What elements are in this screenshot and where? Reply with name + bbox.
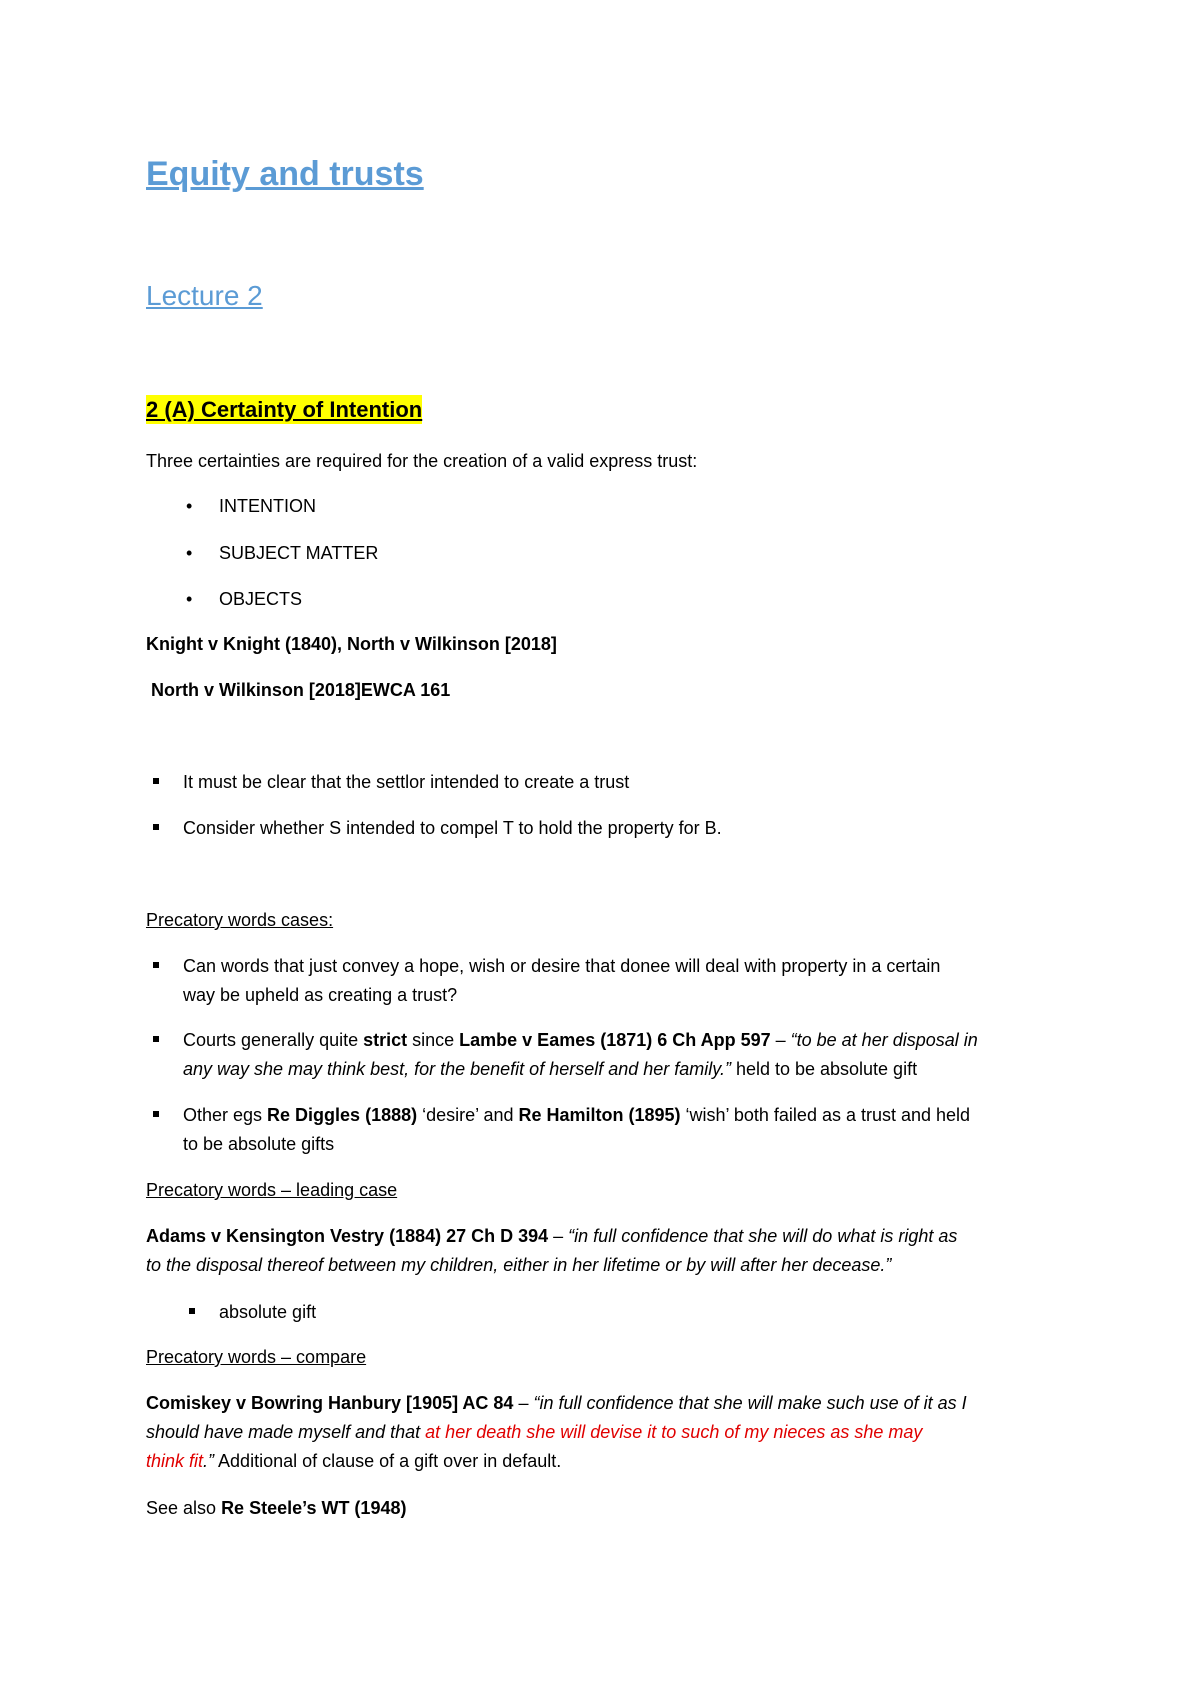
list-item: absolute gift	[219, 1302, 317, 1322]
list-item: OBJECTS	[219, 589, 303, 609]
re-diggles-case: Re Diggles (1888)	[267, 1105, 418, 1125]
lambe-quote-1: “to be at her disposal in	[790, 1030, 978, 1050]
lambe-line-2	[183, 1058, 917, 1080]
section-heading-text: 2 (A) Certainty of Intention	[146, 397, 423, 422]
adams-quote-1: “in full confidence that she will do what is right as	[568, 1226, 958, 1246]
precatory-question-line-1: Can words that just convey a hope, wish or desire that donee will deal with property in a certain	[183, 956, 941, 976]
lambe-line-1	[183, 1029, 978, 1051]
comiskey-quote-1: “in full confidence that she will make such use of it as I	[533, 1393, 967, 1413]
lambe-dash: –	[770, 1030, 791, 1050]
comiskey-line-2	[146, 1421, 922, 1443]
square-bullet-icon	[153, 778, 159, 784]
list-item: INTENTION	[219, 496, 316, 516]
lecture-heading: Lecture 2	[146, 280, 263, 311]
comiskey-quote-3: think fit	[146, 1451, 204, 1471]
adams-dash: –	[548, 1226, 569, 1246]
square-bullet-icon	[153, 962, 159, 968]
lambe-case: Lambe v Eames (1871) 6 Ch App 597	[459, 1030, 771, 1050]
comiskey-dash: –	[513, 1393, 534, 1413]
comiskey-quote-3-end: .”	[203, 1451, 215, 1471]
list-item: Consider whether S intended to compel T to hold the property for B.	[183, 818, 722, 838]
comiskey-post: Additional of clause of a gift over in default.	[214, 1451, 562, 1471]
square-bullet-icon	[153, 1036, 159, 1042]
lambe-pre: Courts generally quite	[183, 1030, 364, 1050]
comiskey-line-3	[146, 1450, 561, 1472]
leading-case-heading: Precatory words – leading case	[146, 1180, 398, 1200]
adams-line-1	[146, 1225, 957, 1247]
list-item: It must be clear that the settlor intended to create a trust	[183, 772, 630, 792]
adams-quote-2: to the disposal thereof between my children, either in her lifetime or by will after her decease.”	[146, 1255, 892, 1275]
comiskey-case: Comiskey v Bowring Hanbury [1905] AC 84	[146, 1393, 514, 1413]
other-egs-mid: ‘desire’ and	[417, 1105, 519, 1125]
re-hamilton-case: Re Hamilton (1895)	[518, 1105, 681, 1125]
compare-heading: Precatory words – compare	[146, 1347, 367, 1367]
see-also-pre: See also	[146, 1498, 222, 1518]
lambe-strict: strict	[363, 1030, 408, 1050]
adams-case: Adams v Kensington Vestry (1884) 27 Ch D 394	[146, 1226, 549, 1246]
document-title: Equity and trusts	[146, 155, 424, 193]
square-bullet-icon	[153, 824, 159, 830]
bullet-icon: •	[186, 543, 193, 563]
square-bullet-icon	[189, 1308, 195, 1314]
intro-text: Three certainties are required for the creation of a valid express trust:	[146, 451, 698, 471]
precatory-cases-heading: Precatory words cases:	[146, 910, 334, 930]
comiskey-line-1	[146, 1392, 967, 1414]
other-egs-post: ‘wish’ both failed as a trust and held	[680, 1105, 971, 1125]
bullet-icon: •	[186, 496, 193, 516]
cases-line-2: North v Wilkinson [2018]EWCA 161	[151, 680, 451, 700]
other-egs-pre: Other egs	[183, 1105, 268, 1125]
other-egs-line-1	[183, 1104, 970, 1126]
see-also-line	[146, 1497, 406, 1519]
square-bullet-icon	[153, 1111, 159, 1117]
re-steele-case: Re Steele’s WT (1948)	[221, 1498, 407, 1518]
lambe-quote-2: any way she may think best, for the benefit of herself and her family.”	[183, 1059, 731, 1079]
comiskey-quote-2a: should have made myself and that	[146, 1422, 426, 1442]
comiskey-quote-2b: at her death she will devise it to such of my nieces as she may	[425, 1422, 923, 1442]
precatory-question-line-2: way be upheld as creating a trust?	[183, 985, 458, 1005]
lambe-since: since	[407, 1030, 460, 1050]
other-egs-line-2: to be absolute gifts	[183, 1134, 335, 1154]
lambe-result: held to be absolute gift	[730, 1059, 918, 1079]
bullet-icon: •	[186, 589, 193, 609]
list-item: SUBJECT MATTER	[219, 543, 379, 563]
section-heading	[146, 395, 422, 425]
cases-line-1: Knight v Knight (1840), North v Wilkinson [2018]	[146, 634, 557, 654]
